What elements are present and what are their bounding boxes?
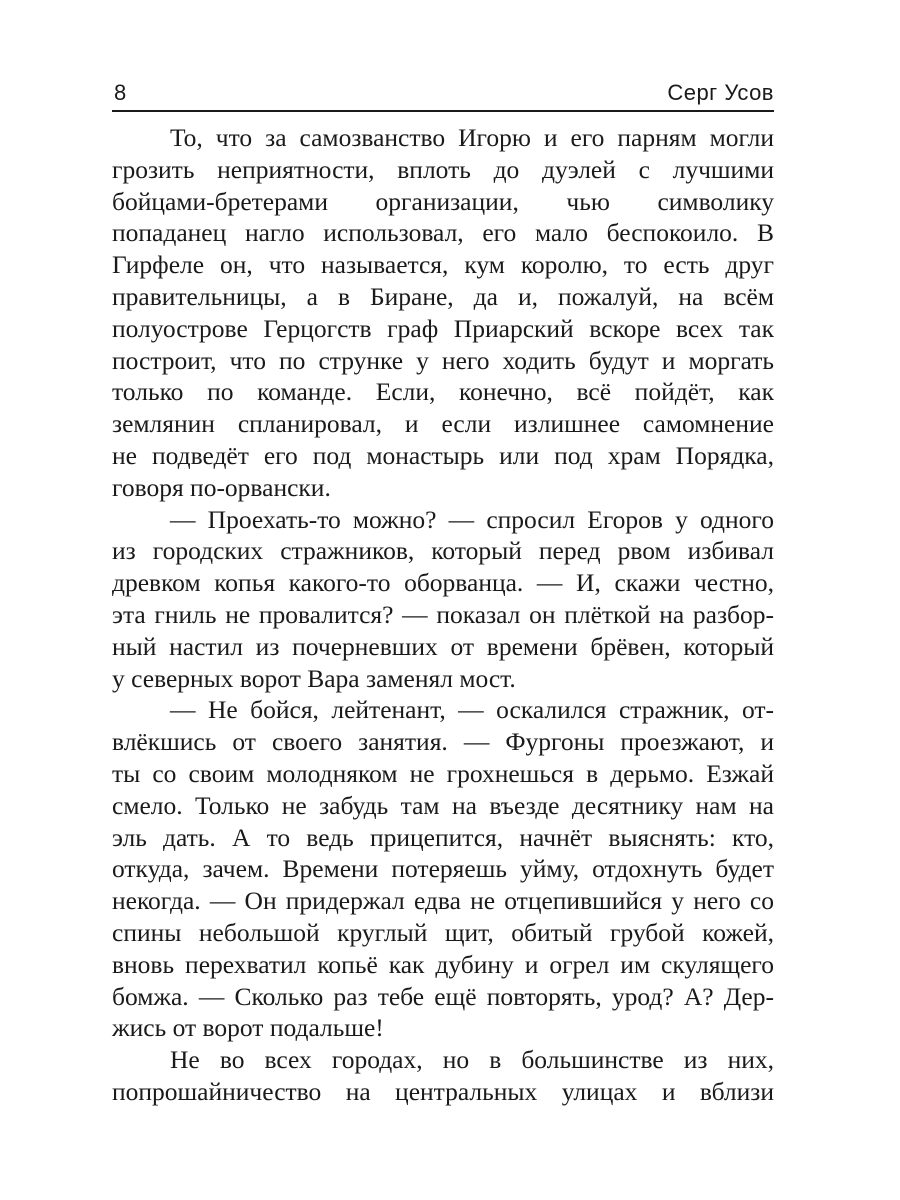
text-line: спины небольшой круглый щит, обитый грубой кожей, (112, 917, 774, 947)
text-line: эль дать. А то ведь прицепится, начнёт выяснять: кто, (112, 822, 774, 852)
text-line: откуда, зачем. Времени потеряешь уйму, отдохнуть будет (112, 854, 774, 884)
text-line: землянин спланировал, и если излишнее самомнение (112, 409, 774, 439)
running-head-author: Серг Усов (667, 80, 774, 105)
text-line: полуострове Герцогств граф Приарский вскоре всех так (112, 313, 774, 343)
text-line: Гирфеле он, что называется, кум королю, то есть друг (112, 250, 774, 280)
text-line: вновь перехватил копьё как дубину и огрел им скулящего (112, 949, 774, 979)
body-text (112, 122, 774, 1108)
text-line: ный настил из почерневших от времени брёвен, который (112, 631, 774, 661)
text-line: попрошайничество на центральных улицах и вблизи (112, 1076, 774, 1106)
page-number: 8 (114, 80, 127, 105)
text-line: бойцами-бретерами организации, чью символику (112, 186, 774, 216)
text-line: жись от ворот подальше! (112, 1013, 384, 1043)
text-line: эта гниль не провалится? — показал он плёткой на разбор- (112, 599, 774, 629)
text-line: ты со своим молодняком не грохнешься в дерьмо. Езжай (112, 758, 774, 788)
text-line: из городских стражников, который перед рвом избивал (112, 536, 774, 566)
text-line: То, что за самозванство Игорю и его парням могли (170, 123, 774, 152)
text-line: некогда. — Он придержал едва не отцепившийся у него со (112, 886, 774, 916)
text-line: попаданец нагло использовал, его мало беспокоило. В (112, 218, 774, 248)
text-line: говоря по-орвански. (112, 472, 331, 502)
text-line: у северных ворот Вара заменял мост. (112, 663, 516, 693)
text-line: правительницы, а в Биране, да и, пожалуй, на всём (112, 281, 774, 311)
text-line: — Не бойся, лейтенант, — оскалился стражник, от- (170, 695, 774, 725)
text-line: древком копья какого-то оборванца. — И, скажи честно, (112, 568, 774, 598)
page-header (112, 76, 774, 112)
text-line: грозить неприятности, вплоть до дуэлей с лучшими (112, 154, 774, 184)
text-line: Не во всех городах, но в большинстве из них, (170, 1045, 774, 1075)
text-line: построит, что по струнке у него ходить будут и моргать (112, 345, 774, 375)
text-line: смело. Только не забудь там на въезде десятнику нам на (112, 790, 774, 820)
text-line: влёкшись от своего занятия. — Фургоны проезжают, и (112, 727, 774, 757)
text-line: не подведёт его под монастырь или под храм Порядка, (112, 440, 774, 470)
text-line: только по команде. Если, конечно, всё пойдёт, как (112, 377, 774, 407)
text-line: — Проехать-то можно? — спросил Егоров у одного (170, 504, 774, 534)
text-line: бомжа. — Сколько раз тебе ещё повторять, урод? А? Дер- (112, 981, 774, 1011)
